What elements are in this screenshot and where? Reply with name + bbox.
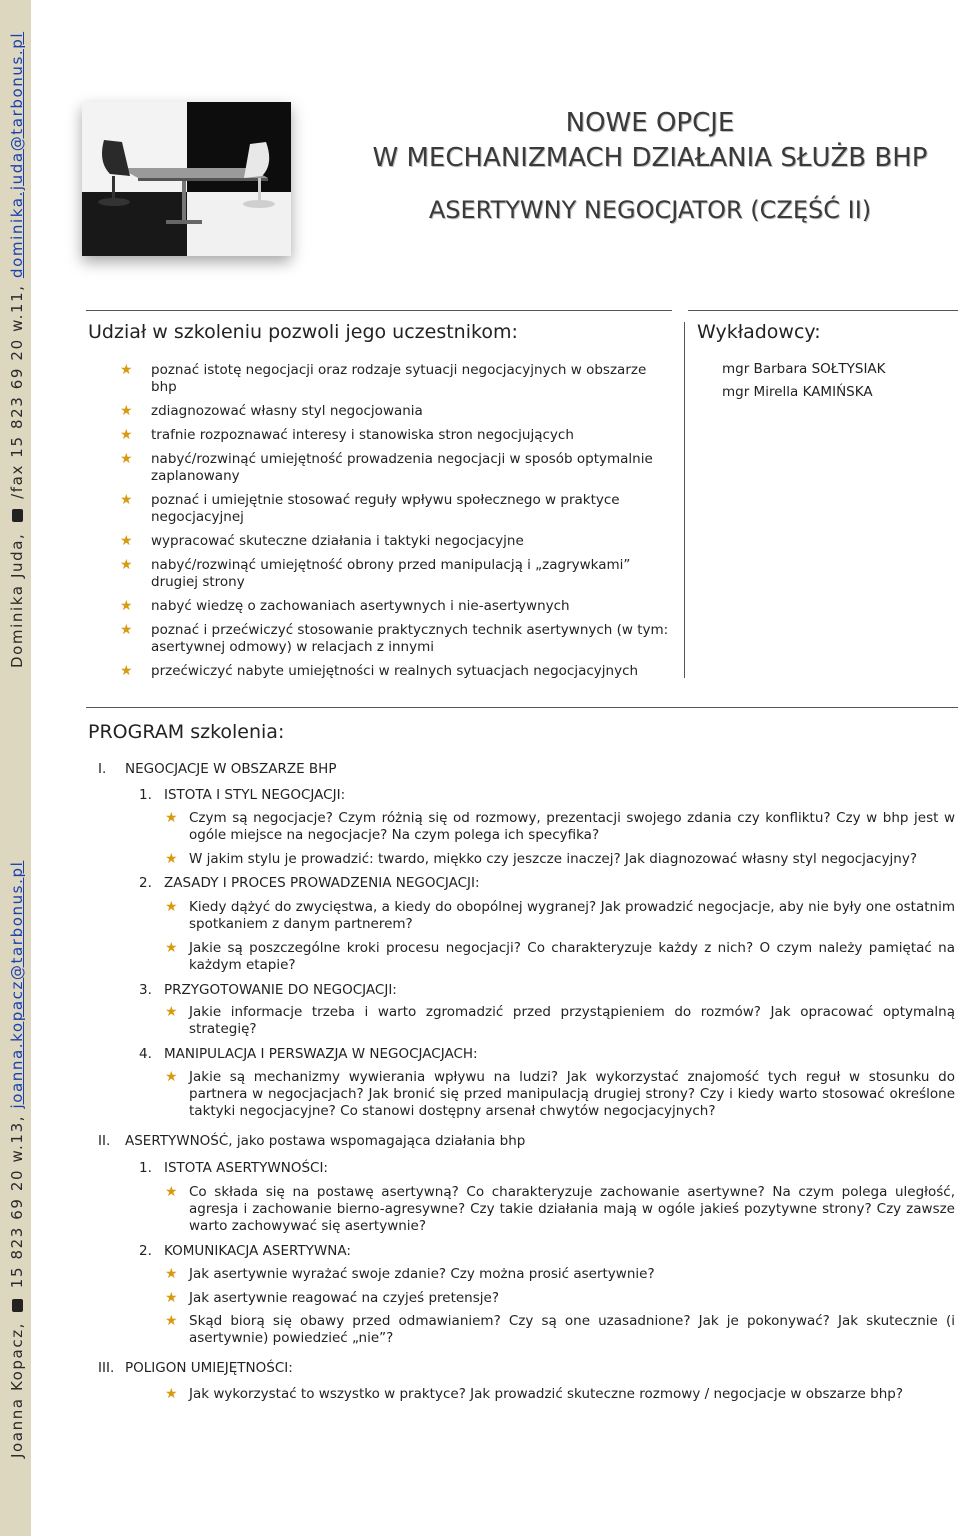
section-number: 1. xyxy=(139,1160,152,1176)
lecturer-name: mgr Mirella KAMIŃSKA xyxy=(722,384,873,400)
star-icon: ★ xyxy=(120,427,133,443)
part-title: ASERTYWNOŚĆ, jako postawa wspomagająca działania bhp xyxy=(125,1133,526,1149)
star-icon: ★ xyxy=(165,1184,178,1200)
star-icon: ★ xyxy=(120,557,133,573)
question-item: Jak wykorzystać to wszystko w praktyce? Jak prowadzić skuteczne rozmowy / negocjacje w obszarze bhp? xyxy=(189,1386,904,1402)
goal-item: poznać i przećwiczyć stosowanie praktycznych technik asertywnych (w tym: asertywnej odmowy) w relacjach z innymi xyxy=(151,622,669,655)
part-numeral: II. xyxy=(98,1133,111,1149)
program-top-rule xyxy=(86,707,958,708)
part-title: NEGOCJACJE W OBSZARZE BHP xyxy=(125,761,337,777)
page-title: NOWE OPCJE xyxy=(565,108,735,138)
question-item: Jakie są poszczególne kroki procesu negocjacji? Co charakteryzuje każdy z nich? O czym należy pamiętać na każdym etapie? xyxy=(189,940,955,973)
phone-icon xyxy=(12,1299,23,1312)
section-number: 3. xyxy=(139,982,152,998)
contact-joanna-phone: 15 823 69 20 w.13, xyxy=(8,1114,26,1289)
part-title: POLIGON UMIEJĘTNOŚCI: xyxy=(125,1360,293,1376)
lecturers-heading: Wykładowcy: xyxy=(697,321,821,343)
section-title: ZASADY I PROCES PROWADZENIA NEGOCJACJI: xyxy=(164,875,480,891)
meeting-table-image xyxy=(82,102,291,256)
contact-dominika-email-link[interactable]: dominika.juda@tarbonus.pl xyxy=(8,31,26,279)
star-icon: ★ xyxy=(165,899,178,915)
star-icon: ★ xyxy=(165,1266,178,1282)
goal-item: nabyć wiedzę o zachowaniach asertywnych i nie-asertywnych xyxy=(151,598,570,614)
contact-joanna xyxy=(8,861,26,1458)
header-photo xyxy=(82,102,291,256)
question-item: Skąd biorą się obawy przed odmawianiem? Czy są one uzasadnione? Jak je pokonywać? Jak skutecznie (i asertywnie) powiedzieć „nie”? xyxy=(189,1313,955,1346)
column-divider xyxy=(684,322,685,678)
star-icon: ★ xyxy=(165,810,178,826)
star-icon: ★ xyxy=(165,851,178,867)
star-icon: ★ xyxy=(120,598,133,614)
goal-item: zdiagnozować własny styl negocjowania xyxy=(151,403,423,419)
section-title: MANIPULACJA I PERSWAZJA W NEGOCJACJACH: xyxy=(164,1046,478,1062)
question-item: Jakie są mechanizmy wywierania wpływu na ludzi? Jak wykorzystać znajomość tych reguł w stosunku do partnera w negocjacjach? Jak bronić się przed manipulacją drugiej strony? Czy i kiedy warto stosować określone taktyki negocjacyjne? Co stanowi dostępny arsenał chwytów negocjacyjnych? xyxy=(189,1069,955,1119)
goal-item: trafnie rozpoznawać interesy i stanowiska stron negocjujących xyxy=(151,427,574,443)
phone-icon xyxy=(12,509,23,522)
goal-item: wypracować skuteczne działania i taktyki negocjacyjne xyxy=(151,533,524,549)
star-icon: ★ xyxy=(165,1386,178,1402)
question-item: Jakie informacje trzeba i warto zgromadzić przed przystąpieniem do rozmów? Jak opracować optymalną strategię? xyxy=(189,1004,955,1037)
goal-item: poznać istotę negocjacji oraz rodzaje sytuacji negocjacyjnych w obszarze bhp xyxy=(151,362,647,395)
goal-item: nabyć/rozwinąć umiejętność prowadzenia negocjacji w sposób optymalnie zaplanowany xyxy=(151,451,653,484)
lecturer-name: mgr Barbara SOŁTYSIAK xyxy=(722,361,886,377)
contact-dominika-fax: /fax 15 823 69 20 w.11, xyxy=(8,284,26,499)
page-subtitle: ASERTYWNY NEGOCJATOR (CZĘŚĆ II) xyxy=(428,196,872,224)
star-icon: ★ xyxy=(165,1004,178,1020)
section-number: 4. xyxy=(139,1046,152,1062)
star-icon: ★ xyxy=(120,663,133,679)
section-title: PRZYGOTOWANIE DO NEGOCJACJI: xyxy=(164,982,397,998)
lecturers-top-rule xyxy=(688,310,958,311)
goals-top-rule xyxy=(86,310,672,311)
star-icon: ★ xyxy=(120,403,133,419)
program-heading: PROGRAM szkolenia: xyxy=(88,721,285,743)
star-icon: ★ xyxy=(165,1313,178,1329)
goal-item: nabyć/rozwinąć umiejętność obrony przed manipulacją i „zagrywkami” drugiej strony xyxy=(151,557,631,590)
star-icon: ★ xyxy=(120,533,133,549)
question-item: Czym są negocjacje? Czym różnią się od rozmowy, prezentacji swojego zdania czy konfliktu? Czy w bhp jest w ogóle miejsce na negocjacje? Na czym polega ich specyfika? xyxy=(189,810,955,843)
star-icon: ★ xyxy=(165,940,178,956)
question-item: Co składa się na postawę asertywną? Co charakteryzuje zachowanie asertywne? Na czym polega uległość, agresja i zachowanie bierno-agresywne? Czy takie działania mają w ogóle jakieś pozytywne strony? Czy zawsze warto zachowywać się asertywnie? xyxy=(189,1184,955,1234)
page-title-line2: W MECHANIZMACH DZIAŁANIA SŁUŻB BHP xyxy=(372,143,928,173)
contact-dominika xyxy=(8,32,26,668)
contact-joanna-email-link[interactable]: joanna.kopacz@tarbonus.pl xyxy=(8,860,26,1109)
star-icon: ★ xyxy=(165,1069,178,1085)
section-title: ISTOTA ASERTYWNOŚCI: xyxy=(164,1160,328,1176)
star-icon: ★ xyxy=(120,492,133,508)
star-icon: ★ xyxy=(120,622,133,638)
part-numeral: III. xyxy=(98,1360,115,1376)
section-title: KOMUNIKACJA ASERTYWNA: xyxy=(164,1243,351,1259)
contact-dominika-name: Dominika Juda, xyxy=(8,532,26,668)
contact-joanna-name: Joanna Kopacz, xyxy=(8,1321,26,1458)
part-numeral: I. xyxy=(98,761,107,777)
star-icon: ★ xyxy=(165,1290,178,1306)
question-item: Jak asertywnie wyrażać swoje zdanie? Czy można prosić asertywnie? xyxy=(189,1266,655,1282)
goal-item: poznać i umiejętnie stosować reguły wpływu społecznego w praktyce negocjacyjnej xyxy=(151,492,620,525)
star-icon: ★ xyxy=(120,451,133,467)
star-icon: ★ xyxy=(120,362,133,378)
goal-item: przećwiczyć nabyte umiejętności w realnych sytuacjach negocjacyjnych xyxy=(151,663,639,679)
question-item: W jakim stylu je prowadzić: twardo, miękko czy jeszcze inaczej? Jak diagnozować własny styl negocjacyjny? xyxy=(189,851,918,867)
question-item: Kiedy dążyć do zwycięstwa, a kiedy do obopólnej wygranej? Jak prowadzić negocjacje, aby nie były one ostatnim spotkaniem z danym partnerem? xyxy=(189,899,955,932)
section-number: 2. xyxy=(139,875,152,891)
section-number: 2. xyxy=(139,1243,152,1259)
question-item: Jak asertywnie reagować na czyjeś pretensje? xyxy=(189,1290,499,1306)
section-title: ISTOTA I STYL NEGOCJACJI: xyxy=(164,787,346,803)
section-number: 1. xyxy=(139,787,152,803)
goals-heading: Udział w szkoleniu pozwoli jego uczestnikom: xyxy=(88,321,518,343)
